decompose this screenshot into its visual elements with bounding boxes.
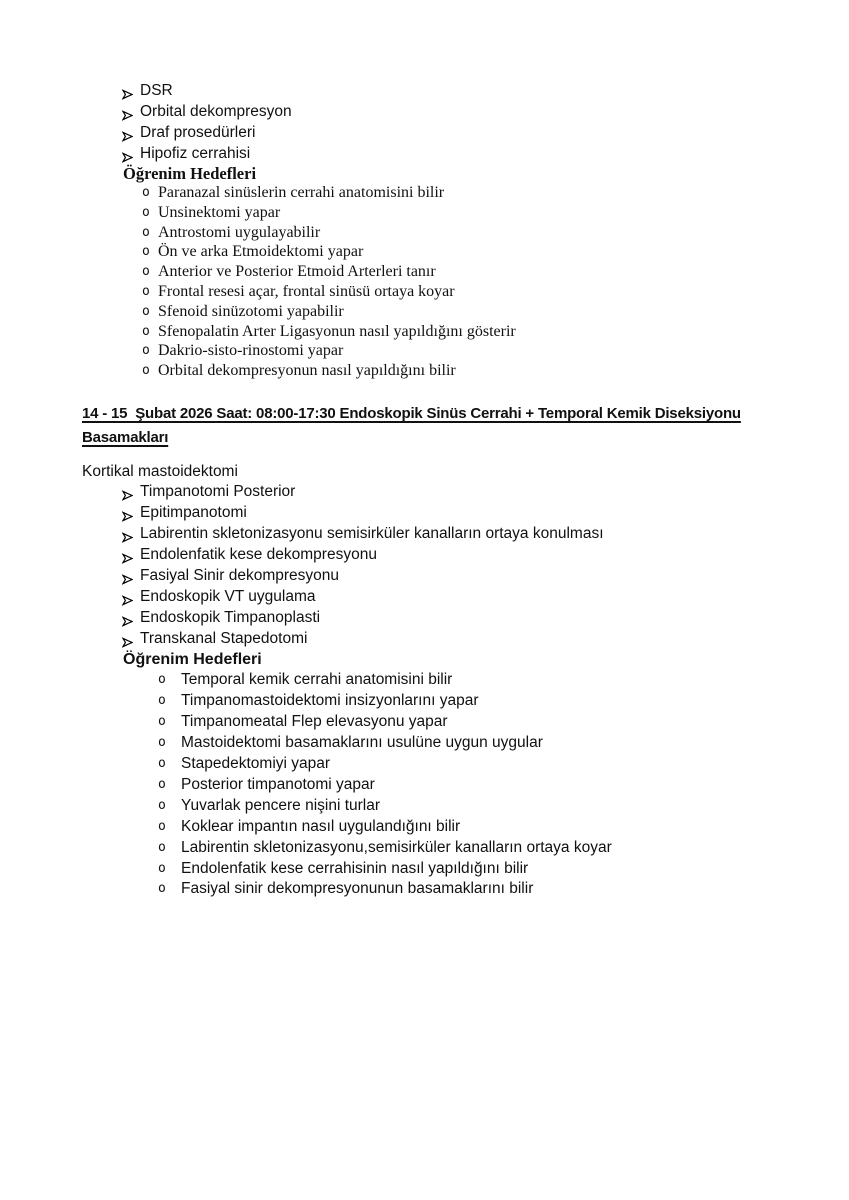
circle-bullet: o bbox=[142, 323, 150, 339]
section-heading-line1: 14 - 15 Şubat 2026 Saat: 08:00-17:30 Endoskopik Sinüs Cerrahi + Temporal Kemik Diseksiyonu bbox=[82, 404, 741, 422]
list-item bbox=[82, 242, 793, 262]
list-item-text: Endoskopik VT uygulama bbox=[140, 588, 316, 606]
list-item bbox=[82, 101, 793, 122]
list-item bbox=[82, 282, 793, 302]
list-item bbox=[82, 817, 793, 838]
list-item bbox=[82, 302, 793, 322]
circle-bullet: o bbox=[158, 839, 166, 855]
list-item-text: Posterior timpanotomi yapar bbox=[181, 775, 375, 793]
circle-bullet: o bbox=[158, 776, 166, 792]
list-item bbox=[82, 544, 793, 565]
list-item-text: Timpanotomi Posterior bbox=[140, 483, 296, 501]
list-item-text: Fasiyal sinir dekompresyonunun basamaklarını bilir bbox=[181, 880, 534, 898]
list-item bbox=[82, 712, 793, 733]
list-item-text: Fasiyal Sinir dekompresyonu bbox=[140, 567, 340, 585]
circle-bullet: o bbox=[142, 343, 150, 359]
list-item bbox=[82, 322, 793, 342]
list-item-text: Mastoidektomi basamaklarını usulüne uygun uygular bbox=[181, 734, 543, 752]
list-item-text: Orbital dekompresyonun nasıl yapıldığını bilir bbox=[158, 362, 456, 380]
list-item bbox=[82, 859, 793, 880]
list-item bbox=[82, 691, 793, 712]
list-item bbox=[82, 361, 793, 381]
circle-bullet: o bbox=[158, 797, 166, 813]
list-item-text: Unsinektomi yapar bbox=[158, 203, 281, 221]
list-item-text: Temporal kemik cerrahi anatomisini bilir bbox=[181, 671, 453, 689]
list-item-text: Transkanal Stapedotomi bbox=[140, 630, 308, 648]
list-item bbox=[82, 754, 793, 775]
circle-bullet: o bbox=[158, 672, 166, 688]
arrow-bullet-icon bbox=[122, 591, 133, 602]
arrow-bullet-icon bbox=[122, 612, 133, 623]
list-item bbox=[82, 183, 793, 203]
circle-bullet: o bbox=[142, 244, 150, 260]
arrow-bullet-icon bbox=[122, 85, 133, 96]
list-item bbox=[82, 262, 793, 282]
objectives-heading: Öğrenim Hedefleri bbox=[123, 164, 257, 183]
circle-bullet: o bbox=[142, 264, 150, 280]
arrow-bullet-icon bbox=[122, 633, 133, 644]
arrow-bullet-icon bbox=[122, 106, 133, 117]
list-item-text: Epitimpanotomi bbox=[140, 504, 247, 522]
list-item bbox=[82, 122, 793, 143]
list-item-text: Endoskopik Timpanoplasti bbox=[140, 609, 321, 627]
list-item bbox=[82, 341, 793, 361]
circle-bullet: o bbox=[158, 714, 166, 730]
list-item-text: Ön ve arka Etmoidektomi yapar bbox=[158, 243, 364, 261]
arrow-bullet-icon bbox=[122, 127, 133, 138]
sinus-procedure-list bbox=[82, 80, 793, 164]
list-item bbox=[82, 80, 793, 101]
list-item bbox=[82, 481, 793, 502]
objectives-heading: Öğrenim Hedefleri bbox=[123, 651, 262, 669]
list-item-text: Paranazal sinüslerin cerrahi anatomisini bilir bbox=[158, 184, 445, 201]
list-item bbox=[82, 523, 793, 544]
list-item bbox=[82, 733, 793, 754]
list-item-text: Endolenfatik kese cerrahisinin nasıl yapıldığını bilir bbox=[181, 859, 529, 877]
circle-bullet: o bbox=[142, 224, 150, 240]
list-item bbox=[82, 607, 793, 628]
list-item-text: Frontal resesi açar, frontal sinüsü ortaya koyar bbox=[158, 282, 455, 300]
circle-bullet: o bbox=[142, 185, 150, 200]
arrow-bullet-icon bbox=[122, 549, 133, 560]
list-item-text: Yuvarlak pencere nişini turlar bbox=[181, 796, 381, 814]
list-item-text: Draf prosedürleri bbox=[140, 124, 256, 141]
list-item-text: Hipofiz cerrahisi bbox=[140, 145, 251, 162]
circle-bullet: o bbox=[142, 363, 150, 379]
list-item-text: Antrostomi uygulayabilir bbox=[158, 223, 321, 241]
list-item-text: Stapedektomiyi yapar bbox=[181, 755, 331, 773]
arrow-bullet-icon bbox=[122, 507, 133, 518]
circle-bullet: o bbox=[158, 860, 166, 876]
list-item bbox=[82, 838, 793, 859]
section-date-heading bbox=[82, 402, 793, 450]
list-item bbox=[82, 203, 793, 223]
arrow-bullet-icon bbox=[122, 528, 133, 539]
list-item bbox=[82, 223, 793, 243]
circle-bullet: o bbox=[158, 881, 166, 897]
list-item-text: Sfenoid sinüzotomi yapabilir bbox=[158, 302, 344, 320]
circle-bullet: o bbox=[142, 303, 150, 319]
list-item bbox=[82, 879, 793, 900]
list-item-text: Koklear impantın nasıl uygulandığını bilir bbox=[181, 817, 461, 835]
section-heading-line2: Basamakları bbox=[82, 428, 169, 446]
list-item bbox=[82, 628, 793, 649]
list-item bbox=[82, 143, 793, 164]
circle-bullet: o bbox=[158, 735, 166, 751]
list-item bbox=[82, 796, 793, 817]
list-item-text: Dakrio-sisto-rinostomi yapar bbox=[158, 342, 344, 360]
section-sinus bbox=[82, 80, 793, 381]
temporal-objectives-list bbox=[82, 670, 793, 900]
temporal-procedure-list bbox=[82, 481, 793, 649]
list-item-text: Anterior ve Posterior Etmoid Arterleri tanır bbox=[158, 263, 436, 281]
circle-bullet: o bbox=[158, 756, 166, 772]
list-item bbox=[82, 670, 793, 691]
list-item-text: DSR bbox=[140, 82, 173, 99]
circle-bullet: o bbox=[142, 204, 150, 220]
list-item bbox=[82, 565, 793, 586]
section-intro: Kortikal mastoidektomi bbox=[82, 463, 238, 481]
circle-bullet: o bbox=[158, 693, 166, 709]
arrow-bullet-icon bbox=[122, 148, 133, 159]
list-item-text: Sfenopalatin Arter Ligasyonun nasıl yapıldığını gösterir bbox=[158, 322, 516, 340]
list-item bbox=[82, 775, 793, 796]
section-temporal bbox=[82, 402, 793, 900]
list-item-text: Endolenfatik kese dekompresyonu bbox=[140, 546, 377, 564]
circle-bullet: o bbox=[142, 283, 150, 299]
list-item-text: Labirentin skletonizasyonu semisirküler kanalların ortaya konulması bbox=[140, 525, 604, 543]
list-item-text: Orbital dekompresyon bbox=[140, 103, 292, 120]
list-item-text: Timpanomastoidektomi insizyonlarını yapar bbox=[181, 692, 479, 710]
arrow-bullet-icon bbox=[122, 486, 133, 497]
list-item-text: Labirentin skletonizasyonu,semisirküler kanalların ortaya koyar bbox=[181, 838, 612, 856]
sinus-objectives-list bbox=[82, 183, 793, 381]
arrow-bullet-icon bbox=[122, 570, 133, 581]
list-item bbox=[82, 502, 793, 523]
list-item-text: Timpanomeatal Flep elevasyonu yapar bbox=[181, 713, 448, 731]
circle-bullet: o bbox=[158, 818, 166, 834]
list-item bbox=[82, 586, 793, 607]
